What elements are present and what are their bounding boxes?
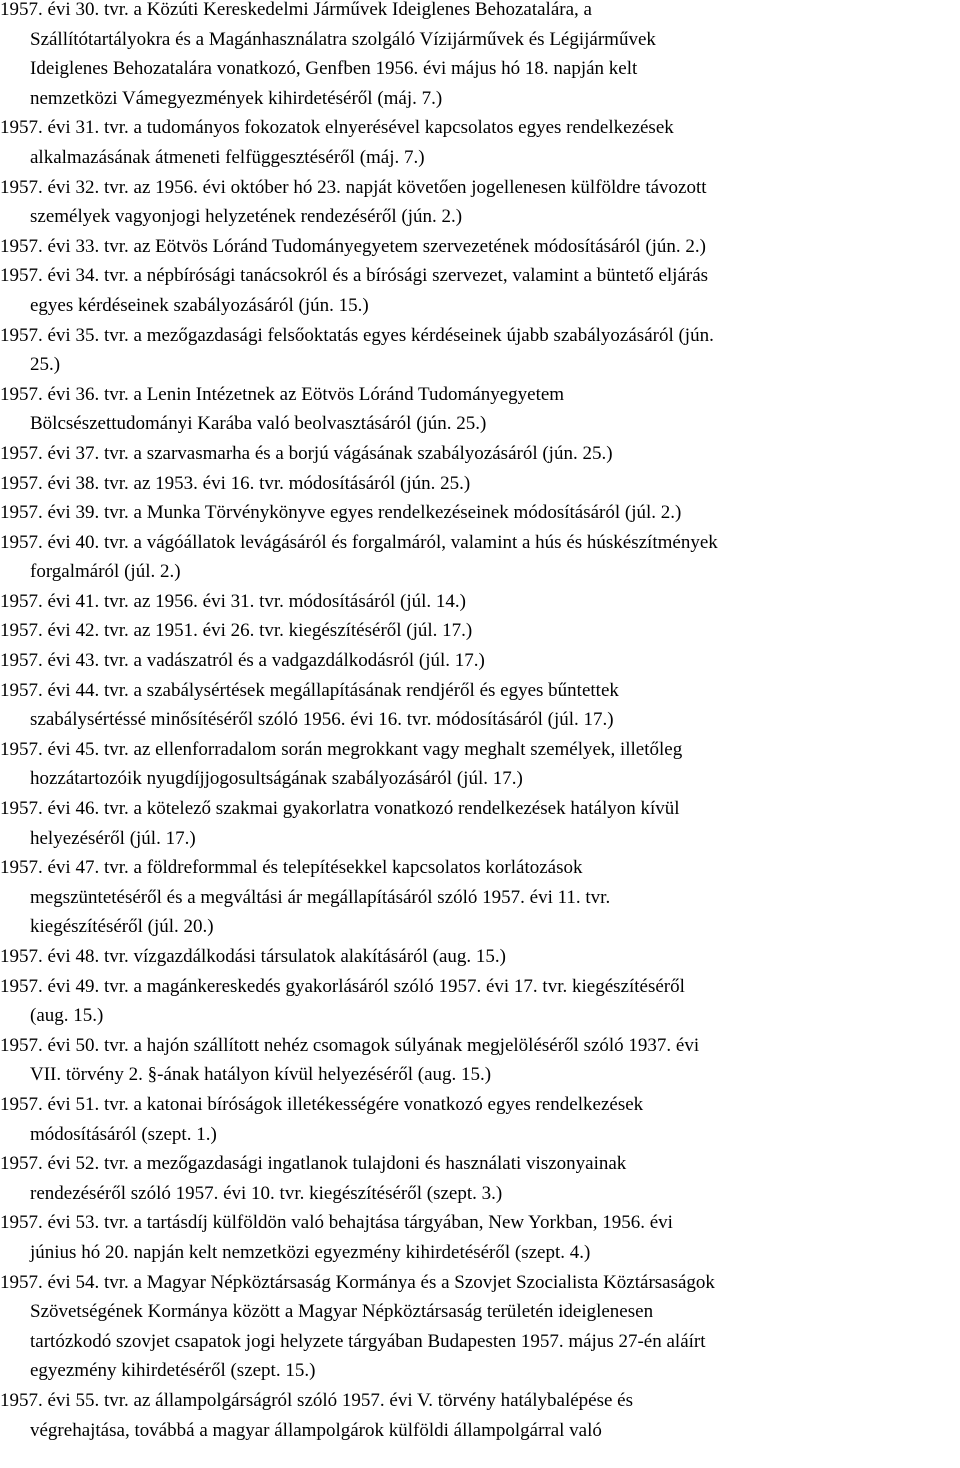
decree-entry (0, 232, 958, 262)
decree-line: 1957. évi 53. tvr. a tartásdíj külföldön való behajtása tárgyában, New Yorkban, 1956. évi (0, 1212, 673, 1234)
decree-line: VII. törvény 2. §-ának hatályon kívül helyezéséről (aug. 15.) (30, 1064, 492, 1086)
decree-line: 1957. évi 45. tvr. az ellenforradalom során megrokkant vagy meghalt személyek, illetőleg (0, 738, 683, 760)
decree-line: 1957. évi 42. tvr. az 1951. évi 26. tvr. kiegészítéséről (júl. 17.) (0, 620, 473, 642)
decree-entry (0, 942, 958, 972)
decree-line: 1957. évi 37. tvr. a szarvasmarha és a borjú vágásának szabályozásáról (jún. 25.) (0, 442, 613, 464)
decree-entry (0, 616, 958, 646)
decree-entry (0, 972, 958, 1031)
decree-line: 1957. évi 52. tvr. a mezőgazdasági ingatlanok tulajdoni és használati viszonyainak (0, 1153, 627, 1175)
decree-line: 1957. évi 34. tvr. a népbírósági tanácsokról és a bírósági szervezet, valamint a büntető eljárás (0, 265, 709, 287)
decree-line: 1957. évi 51. tvr. a katonai bíróságok illetékességére vonatkozó egyes rendelkezések (0, 1093, 644, 1115)
decree-entry (0, 676, 958, 735)
decree-entry (0, 587, 958, 617)
decree-line: Ideiglenes Behozatalára vonatkozó, Genfben 1956. évi május hó 18. napján kelt (30, 58, 638, 80)
decree-entry (0, 1149, 958, 1208)
decree-entry (0, 735, 958, 794)
decree-line: Szállítótartályokra és a Magánhasználatra szolgáló Vízijárművek és Légijárművek (30, 28, 656, 50)
decree-line: személyek vagyonjogi helyzetének rendezéséről (jún. 2.) (30, 206, 463, 228)
decree-line: 1957. évi 31. tvr. a tudományos fokozatok elnyerésével kapcsolatos egyes rendelkezések (0, 117, 674, 139)
decree-line: 1957. évi 40. tvr. a vágóállatok levágásáról és forgalmáról, valamint a hús és húskészítmények (0, 531, 718, 553)
decree-entry (0, 380, 958, 439)
decree-line: Bölcsészettudományi Karába való beolvasztásáról (jún. 25.) (30, 413, 487, 435)
decree-line: június hó 20. napján kelt nemzetközi egyezmény kihirdetéséről (szept. 4.) (30, 1241, 591, 1263)
decree-entry (0, 261, 958, 320)
decree-line: 1957. évi 38. tvr. az 1953. évi 16. tvr. módosításáról (jún. 25.) (0, 472, 471, 494)
decree-line: 1957. évi 35. tvr. a mezőgazdasági felsőoktatás egyes kérdéseinek újabb szabályozásáról (jún. (0, 324, 714, 346)
decree-line: megszüntetéséről és a megváltási ár megállapításáról szóló 1957. évi 11. tvr. (30, 886, 611, 908)
decree-line: 1957. évi 49. tvr. a magánkereskedés gyakorlásáról szóló 1957. évi 17. tvr. kiegészítéséről (0, 975, 685, 997)
decree-entry (0, 498, 958, 528)
decree-entry (0, 1031, 958, 1090)
decree-line: forgalmáról (júl. 2.) (30, 561, 181, 583)
decree-line: hozzátartozóik nyugdíjjogosultságának szabályozásáról (júl. 17.) (30, 768, 523, 790)
decree-line: tartózkodó szovjet csapatok jogi helyzete tárgyában Budapesten 1957. május 27-én aláírt (30, 1330, 706, 1352)
decree-line: 1957. évi 50. tvr. a hajón szállított nehéz csomagok súlyának megjelöléséről szóló 1937. évi (0, 1034, 700, 1056)
decree-line: kiegészítéséről (júl. 20.) (30, 916, 214, 938)
decree-line: szabálysértéssé minősítéséről szóló 1956. évi 16. tvr. módosításáról (júl. 17.) (30, 709, 614, 731)
decree-line: 1957. évi 30. tvr. a Közúti Kereskedelmi Járművek Ideiglenes Behozatalára, a (0, 0, 592, 20)
decree-entry (0, 794, 958, 853)
decree-line: egyes kérdéseinek szabályozásáról (jún. 15.) (30, 294, 369, 316)
decree-line: 1957. évi 46. tvr. a kötelező szakmai gyakorlatra vonatkozó rendelkezések hatályon kívül (0, 798, 680, 820)
decree-line: nemzetközi Vámegyezmények kihirdetéséről (máj. 7.) (30, 87, 443, 109)
decree-entry (0, 0, 958, 113)
decree-entry (0, 646, 958, 676)
decree-entry (0, 853, 958, 942)
decree-line: 1957. évi 44. tvr. a szabálysértések megállapításának rendjéről és egyes bűntettek (0, 679, 619, 701)
decree-line: 1957. évi 41. tvr. az 1956. évi 31. tvr. módosításáról (júl. 14.) (0, 590, 466, 612)
decree-line: 1957. évi 47. tvr. a földreformmal és telepítésekkel kapcsolatos korlátozások (0, 857, 583, 879)
decree-entry (0, 113, 958, 172)
decree-line: 1957. évi 39. tvr. a Munka Törvénykönyve egyes rendelkezéseinek módosításáról (júl. 2.) (0, 502, 682, 524)
decree-line: módosításáról (szept. 1.) (30, 1123, 217, 1145)
decree-line: helyezéséről (júl. 17.) (30, 827, 196, 849)
decree-line: 1957. évi 43. tvr. a vadászatról és a vadgazdálkodásról (júl. 17.) (0, 650, 485, 672)
decree-line: 1957. évi 33. tvr. az Eötvös Lóránd Tudományegyetem szervezetének módosításáról (jún. 2.) (0, 235, 707, 257)
decree-entry (0, 439, 958, 469)
decree-entry (0, 469, 958, 499)
decree-entry (0, 1090, 958, 1149)
decree-line: 25.) (30, 354, 61, 376)
decree-line: (aug. 15.) (30, 1005, 104, 1027)
decree-entry (0, 1208, 958, 1267)
decree-line: végrehajtása, továbbá a magyar állampolgárok külföldi állampolgárral való (30, 1419, 602, 1441)
decree-entry (0, 1268, 958, 1386)
decree-line: 1957. évi 32. tvr. az 1956. évi október hó 23. napját követően jogellenesen külföldre távozott (0, 176, 707, 198)
decree-entry (0, 1386, 958, 1445)
decree-entry (0, 173, 958, 232)
decree-line: rendezéséről szóló 1957. évi 10. tvr. kiegészítéséről (szept. 3.) (30, 1182, 503, 1204)
decree-line: egyezmény kihirdetéséről (szept. 15.) (30, 1360, 316, 1382)
decree-entry (0, 528, 958, 587)
decree-line: 1957. évi 36. tvr. a Lenin Intézetnek az Eötvös Lóránd Tudományegyetem (0, 383, 565, 405)
decree-entry (0, 321, 958, 380)
decree-line: 1957. évi 55. tvr. az állampolgárságról szóló 1957. évi V. törvény hatálybalépése és (0, 1389, 634, 1411)
decree-line: 1957. évi 54. tvr. a Magyar Népköztársaság Kormánya és a Szovjet Szocialista Köztársaságok (0, 1271, 715, 1293)
decree-line: 1957. évi 48. tvr. vízgazdálkodási társulatok alakításáról (aug. 15.) (0, 946, 506, 967)
decree-line: Szövetségének Kormánya között a Magyar Népköztársaság területén ideiglenesen (30, 1301, 654, 1323)
decree-line: alkalmazásának átmeneti felfüggesztéséről (máj. 7.) (30, 146, 425, 168)
